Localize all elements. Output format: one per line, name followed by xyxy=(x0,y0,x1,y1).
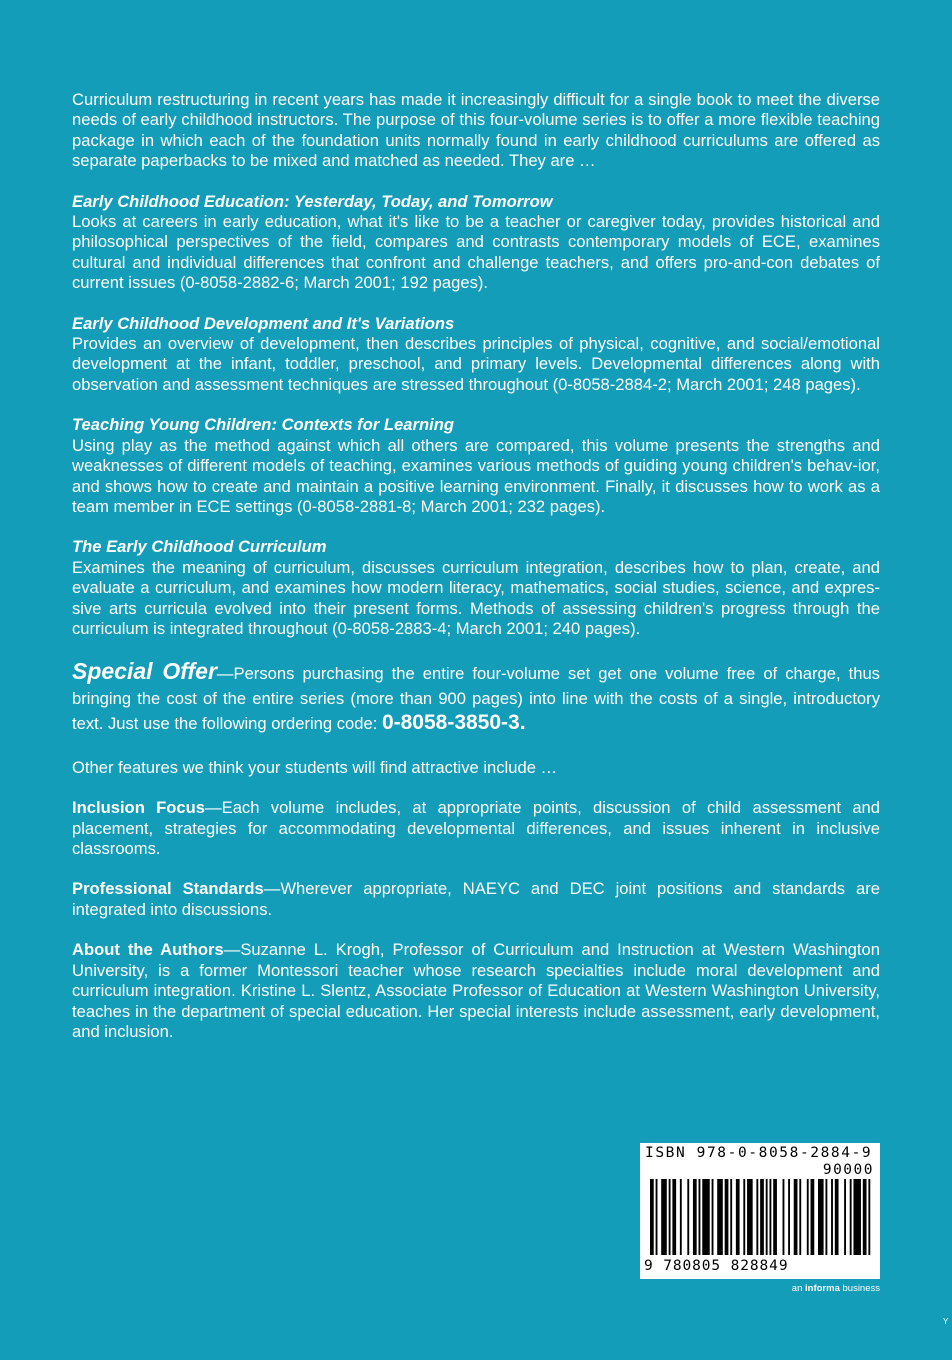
volume-entry xyxy=(72,415,880,517)
barcode-bar xyxy=(747,1179,753,1255)
barcode-bar xyxy=(650,1179,654,1255)
volume-title: Early Childhood Education: Yesterday, Today, and Tomorrow xyxy=(72,191,553,211)
publisher-suffix: business xyxy=(842,1283,880,1294)
barcode-bar xyxy=(725,1179,729,1255)
barcode-bar xyxy=(693,1179,697,1255)
isbn-barcode xyxy=(640,1143,880,1279)
volume-entry xyxy=(72,192,880,294)
barcode-bar xyxy=(811,1179,815,1255)
volume-description: Looks at careers in early education, what it's like to be a teacher or caregiver today, provides historical and philosophical perspectives of the field, compares and contrasts contemporary models of ECE, examines cultural and individual differences that confront and challenge teachers, and offers pro-and-con debates of current issues (0-8058-2882-6; March 2001; 192 pages). xyxy=(72,212,880,293)
feature-about-authors xyxy=(72,940,880,1042)
feature-professional-standards xyxy=(72,879,880,920)
barcode-bar xyxy=(717,1179,723,1255)
special-offer xyxy=(72,659,880,737)
barcode-bar xyxy=(818,1179,824,1255)
publisher-prefix: an xyxy=(791,1283,803,1294)
barcode-bar xyxy=(831,1179,833,1255)
volume-entry xyxy=(72,314,880,396)
barcode-bar xyxy=(730,1179,732,1255)
barcode-bar xyxy=(868,1179,870,1255)
barcode-bar xyxy=(680,1179,682,1255)
barcode-bar xyxy=(794,1179,798,1255)
edge-mark: Y xyxy=(943,1318,949,1326)
barcode-bar xyxy=(756,1179,758,1255)
barcode-bar xyxy=(669,1179,671,1255)
features-intro: Other features we think your students will find attractive include … xyxy=(72,757,558,777)
barcode-bar xyxy=(853,1179,860,1255)
barcode-bar xyxy=(760,1179,764,1255)
cover-text xyxy=(72,90,880,1062)
barcode-bar xyxy=(807,1179,809,1255)
volume-description: Using play as the method against which all others are compared, this volume presents the strengths and weaknesses of different models of teaching, examines various methods of guiding young children's behav-ior, and shows how to create and maintain a positive learning environment. Finally, it discusses how to work as a team member in ECE settings (0-8058-2881-8; March 2001; 232 pages). xyxy=(72,435,880,516)
barcode-bar xyxy=(661,1179,667,1255)
isbn-label: ISBN 978-0-8058-2884-9 xyxy=(645,1145,873,1161)
feature-label: About the Authors xyxy=(72,940,224,960)
publisher-tagline xyxy=(740,1283,880,1294)
ean-digits: 9 780805 828849 xyxy=(644,1258,789,1274)
barcode-bar xyxy=(788,1179,790,1255)
barcode-bar xyxy=(844,1179,846,1255)
volume-title: Early Childhood Development and It's Variations xyxy=(72,313,455,333)
barcode-bar xyxy=(736,1179,740,1255)
volume-entry xyxy=(72,537,880,639)
special-offer-text: —Persons purchasing the entire four-volume set get one volume free of charge, thus bringing the cost of the entire series (more than 900 pages) into line with the costs of a single, introductory text. Just use the following ordering code: xyxy=(72,664,880,734)
feature-label: Professional Standards xyxy=(72,879,264,899)
barcode-bar xyxy=(712,1179,714,1255)
barcode-bar xyxy=(773,1179,777,1255)
feature-inclusion-focus xyxy=(72,798,880,859)
barcode-bar xyxy=(835,1179,839,1255)
ordering-code: 0-8058-3850-3. xyxy=(381,711,526,735)
barcode-bar xyxy=(769,1179,771,1255)
volume-description: Provides an overview of development, then describes principles of physical, cognitive, and social/emotional development at the infant, toddler, preschool, and primary levels. Developmental differences along with observation and assessment techniques are stressed throughout (0-8058-2884-2; March 2001; 248 pages). xyxy=(72,334,880,394)
barcode-bar xyxy=(672,1179,676,1255)
volume-description: Examines the meaning of curriculum, discusses curriculum integration, describes how to plan, create, and evaluate a curriculum, and examines how modern literacy, mathematics, social studies, science, and expres-sive arts curricula evolved into their present forms. Methods of assessing children's progress through the curriculum is integrated throughout (0-8058-2883-4; March 2001; 240 pages). xyxy=(72,557,880,638)
feature-text: —Each volume includes, at appropriate points, discussion of child assessment and placement, strategies for accommodating developmental differences, and issues inherent in inclusive classrooms. xyxy=(72,798,881,859)
feature-text: —Wherever appropriate, NAEYC and DEC joint positions and standards are integrated into discussions. xyxy=(72,879,881,919)
barcode-bar xyxy=(702,1179,709,1255)
barcode-bar xyxy=(699,1179,701,1255)
volume-title: Teaching Young Children: Contexts for Learning xyxy=(72,415,454,435)
barcode-bar xyxy=(656,1179,658,1255)
special-offer-label: Special Offer xyxy=(72,658,217,685)
price-code: 90000 xyxy=(822,1162,874,1178)
intro-paragraph: Curriculum restructuring in recent years has made it increasingly difficult for a single book to meet the diverse needs of early childhood instructors. The purpose of this four-volume series is to offer a more flexible teaching package in which each of the foundation units normally found in early childhood curriculums are offered as separate paperbacks to be mixed and matched as needed. They are … xyxy=(72,90,880,171)
barcode-bar xyxy=(825,1179,827,1255)
feature-text: —Suzanne L. Krogh, Professor of Curriculum and Instruction at Western Washington University, is a former Montessori teacher whose research specialties include moral development and curriculum integration. Kristine L. Slentz, Associate Professor of Education at Western Washington University, teaches in the department of special education. Her special interests include assessment, early development, and inclusion. xyxy=(72,940,880,1041)
feature-label: Inclusion Focus xyxy=(72,798,206,818)
barcode-bar xyxy=(687,1179,689,1255)
barcode-bar xyxy=(863,1179,867,1255)
barcode-bar xyxy=(850,1179,852,1255)
barcode-bar xyxy=(799,1179,801,1255)
barcode-bar xyxy=(766,1179,768,1255)
barcode-bars xyxy=(650,1179,874,1263)
barcode-bar xyxy=(743,1179,745,1255)
volume-title: The Early Childhood Curriculum xyxy=(72,537,327,557)
barcode-bar xyxy=(783,1179,785,1255)
publisher-brand: informa xyxy=(805,1283,840,1294)
